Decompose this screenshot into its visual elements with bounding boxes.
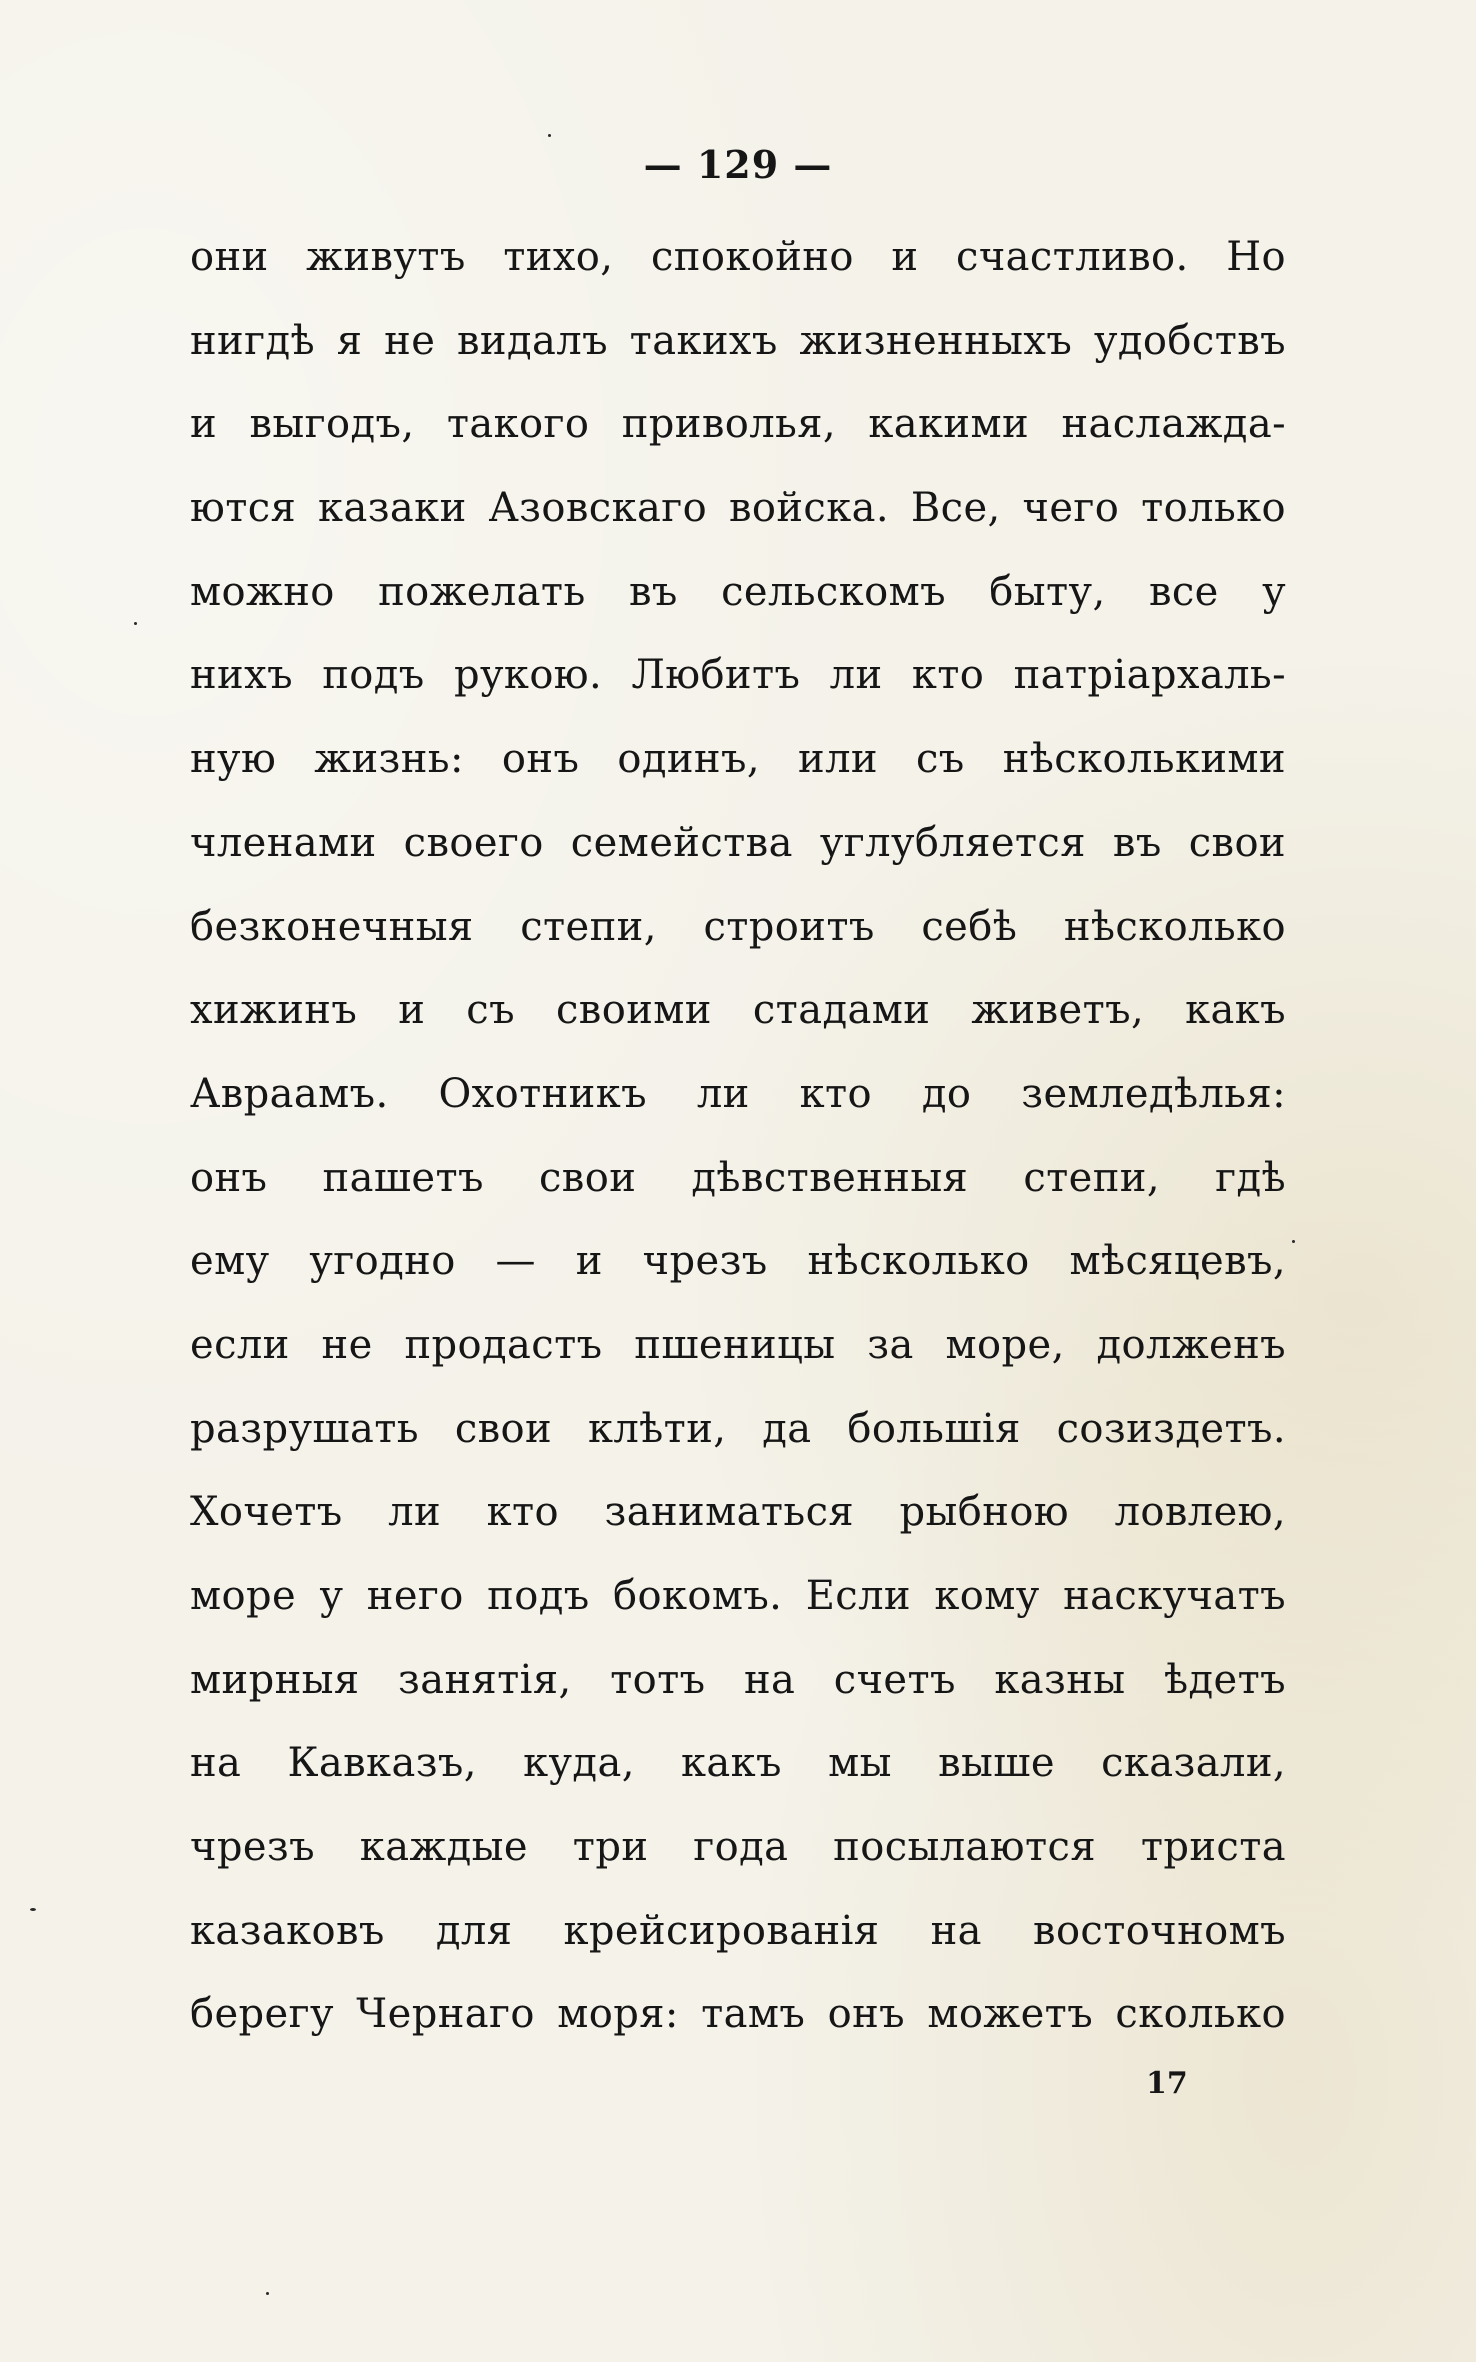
text-line: ему угодно — и чрезъ нѣсколько мѣсяцевъ, [190,1238,1286,1285]
text-line: и выгодъ, такого приволья, какими наслажда- [190,401,1286,448]
ink-speck [1292,1240,1295,1243]
text-line: море у него подъ бокомъ. Если кому наскучатъ [190,1573,1286,1619]
signature-mark: 17 [1146,2066,1188,2101]
text-line: нигдѣ я не видалъ такихъ жизненныхъ удобствъ [190,317,1286,364]
body-text [190,226,1286,2067]
text-line: хижинъ и съ своими стадами живетъ, какъ [190,987,1286,1034]
text-line: чрезъ каждые три года посылаются триста [190,1824,1286,1871]
text-line: онъ пашетъ свои дѣвственныя степи, гдѣ [190,1154,1286,1201]
ink-speck [30,1908,36,1911]
text-line: нихъ подъ рукою. Любитъ ли кто патріархаль- [190,652,1286,699]
text-line: безконечныя степи, строитъ себѣ нѣсколько [190,903,1286,950]
ink-speck [266,2292,269,2295]
text-line: ную жизнь: онъ одинъ, или съ нѣсколькими [190,736,1286,783]
text-line: мирныя занятія, тотъ на счетъ казны ѣдетъ [190,1656,1286,1703]
text-line: они живутъ тихо, спокойно и счастливо. Но [190,234,1286,280]
text-line: членами своего семейства углубляется въ свои [190,819,1286,866]
ink-speck [134,622,137,625]
text-line: Авраамъ. Охотникъ ли кто до земледѣлья: [190,1070,1286,1117]
text-line: Хочетъ ли кто заниматься рыбною ловлею, [190,1489,1286,1536]
text-line: казаковъ для крейсированія на восточномъ [190,1907,1286,1954]
text-line: если не продастъ пшеницы за море, долженъ [190,1321,1286,1368]
text-line: ются казаки Азовскаго войска. Все, чего только [190,485,1286,532]
text-line: на Кавказъ, куда, какъ мы выше сказали, [190,1740,1286,1787]
text-line: берегу Чернаго моря: тамъ онъ можетъ сколько [190,1991,1286,2038]
text-line: разрушать свои клѣти, да большія созиздетъ. [190,1405,1286,1452]
text-line: можно пожелать въ сельскомъ быту, все у [190,568,1286,615]
ink-speck [548,134,551,137]
page-number: — 129 — [643,142,833,187]
